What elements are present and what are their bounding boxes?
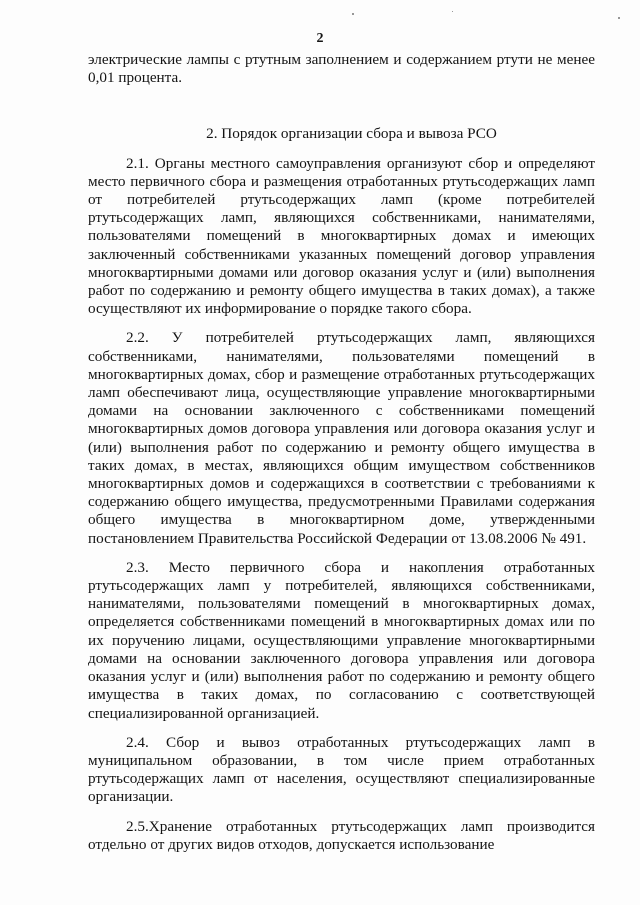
scan-speck (618, 17, 620, 19)
paragraph-2-1: 2.1. Органы местного самоуправления организуют сбор и определяют место первичного сбора и размещения отработанных ртутьсодержащих ламп от потребителей ртутьсодержащих ламп (кроме потребителей ртутьсодержащих ламп, являющихся собственниками, нанимателями, пользователями помещений в многоквартирных домах и имеющих заключенный собственниками указанных помещений договор управления многоквартирными домами или договор оказания услуг и (или) выполнения работ по содержанию и ремонту общего имущества в таких домах), а также осуществляют их информирование о порядке такого сбора. (88, 154, 595, 318)
paragraph-2-2: 2.2. У потребителей ртутьсодержащих ламп, являющихся собственниками, нанимателями, пользователями помещений в многоквартирных домах, сбор и размещение отработанных ртутьсодержащих ламп обеспечивают лица, осуществляющие управление многоквартирными домами на основании заключенного с собственниками помещений многоквартирных домов договора управления или договора оказания услуг и (или) выполнения работ по содержанию и ремонту общего имущества в таких домах, в местах, являющихся общим имуществом собственников многоквартирных домов и содержащихся в соответствии с требованиями к содержанию общего имущества, предусмотренными Правилами содержания общего имущества в многоквартирном доме, утвержденными постановлением Правительства Российской Федерации от 13.08.2006 № 491. (88, 329, 595, 547)
page-number: 2 (316, 31, 324, 46)
document-body (88, 51, 595, 865)
scan-speck (352, 13, 354, 15)
paragraph-2-4: 2.4. Сбор и вывоз отработанных ртутьсодержащих ламп в муниципальном образовании, в том числе прием отработанных ртутьсодержащих ламп от населения, осуществляют специализированные организации. (88, 733, 595, 806)
section-heading: 2. Порядок организации сбора и вывоза РСО (206, 125, 497, 143)
paragraph-2-5: 2.5.Хранение отработанных ртутьсодержащих ламп производится отдельно от других видов отходов, допускается использование (88, 817, 595, 853)
scan-speck (452, 11, 453, 12)
paragraph-2-3: 2.3. Место первичного сбора и накопления отработанных ртутьсодержащих ламп у потребителей, являющихся собственниками, нанимателями, пользователями помещений в многоквартирных домах, определяется собственниками помещений в многоквартирных домах или по их поручению лицами, осуществляющими управление многоквартирными домами на основании заключенного договора управления или договора оказания услуг и (или) выполнения работ по содержанию и ремонту общего имущества в таких домах, по согласованию с соответствующей специализированной организацией. (88, 558, 595, 722)
intro-paragraph: электрические лампы с ртутным заполнением и содержанием ртути не менее 0,01 процента. (88, 51, 595, 87)
